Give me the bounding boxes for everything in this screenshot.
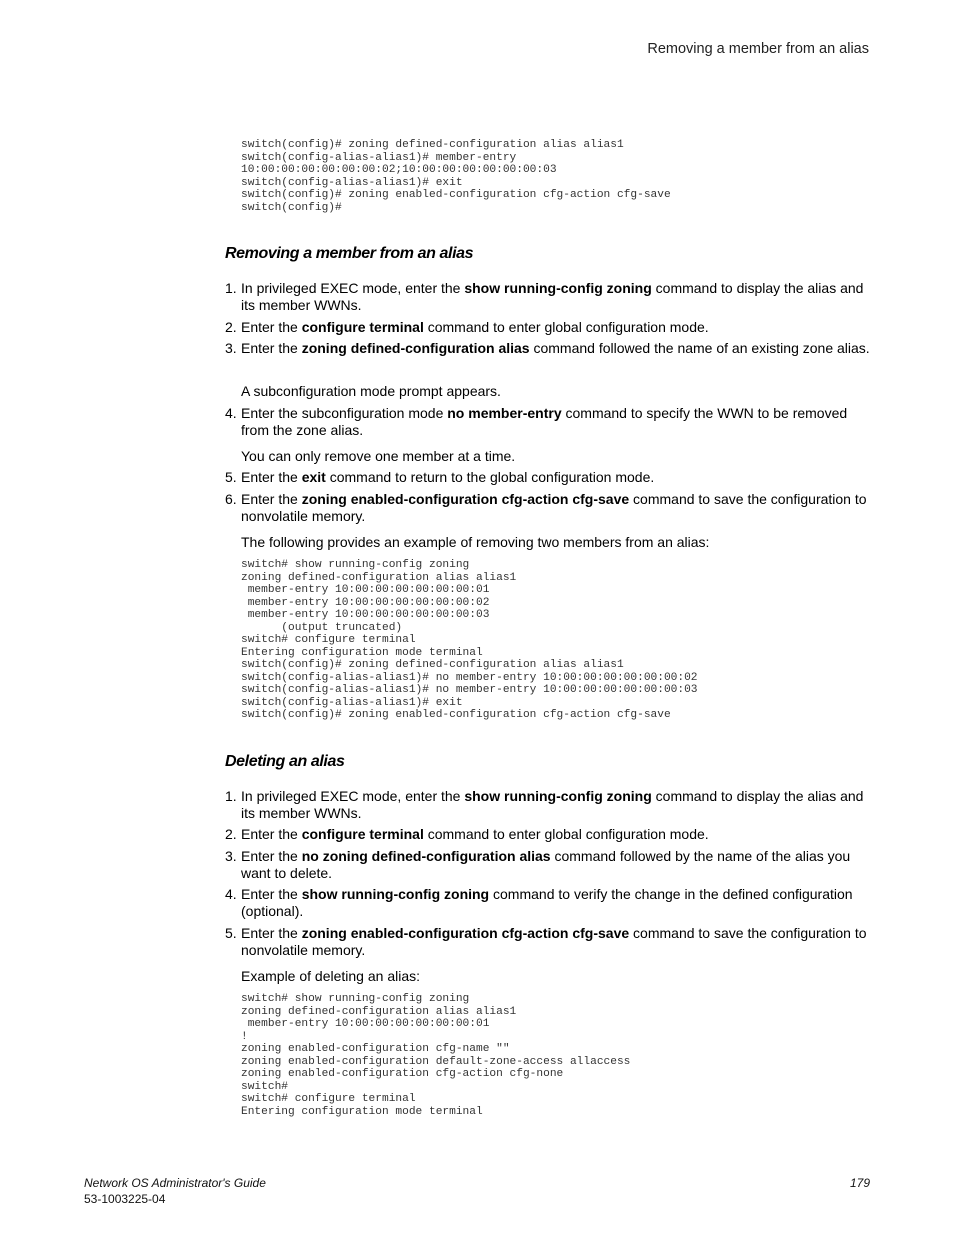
step-number: 2. (225, 319, 237, 335)
command-name: no member-entry (447, 405, 562, 421)
section-heading-delete: Deleting an alias (225, 753, 345, 770)
code-block-top: switch(config)# zoning defined-configuration alias alias1 switch(config-alias-alias1)# member-entry 10:00:00:00:00:00:00:02;10:00:00:00:00:00:00:03 switch(config-alias-alias1)# exit switch(config)# zoning enabled-configuration cfg-action cfg-save switch(config)# (241, 139, 671, 214)
command-name: zoning enabled-configuration cfg-action cfg-save (301, 925, 630, 941)
footer-page-number: 179 (849, 1176, 870, 1190)
step-number: 2. (225, 826, 237, 842)
running-header: Removing a member from an alias (647, 41, 869, 57)
step-number: 3. (225, 340, 237, 356)
step-number: 3. (225, 848, 237, 864)
step-number: 6. (225, 491, 237, 507)
command-name: exit (301, 469, 326, 485)
command-name: show running-config zoning (464, 280, 652, 296)
remove-step-3-note: A subconfiguration mode prompt appears. (241, 383, 501, 399)
step-number: 1. (225, 788, 237, 804)
step-number: 5. (225, 469, 237, 485)
footer-doc-info (84, 1175, 266, 1207)
step-number: 1. (225, 280, 237, 296)
command-name: zoning defined-configuration alias (301, 340, 530, 356)
step-number: 4. (225, 886, 237, 902)
remove-example-intro: The following provides an example of removing two members from an alias: (241, 534, 710, 550)
delete-example-intro: Example of deleting an alias: (241, 968, 420, 984)
command-name: show running-config zoning (301, 886, 490, 902)
command-name: configure terminal (301, 319, 424, 335)
command-name: configure terminal (301, 826, 424, 842)
footer-doc-number: 53-1003225-04 (84, 1192, 166, 1206)
code-block-delete-example: switch# show running-config zoning zoning defined-configuration alias alias1 member-entry 10:00:00:00:00:00:00:01 ! zoning enabled-configuration cfg-name "" zoning enabled-configuration default-zone-access allaccess zoning enabled-configuration cfg-action cfg-none switch# switch# configure terminal Entering configuration mode terminal (241, 993, 631, 1118)
remove-step-4-note: You can only remove one member at a time. (241, 448, 516, 464)
step-number: 4. (225, 405, 237, 421)
footer-doc-title: Network OS Administrator's Guide (84, 1176, 266, 1190)
command-name: no zoning defined-configuration alias (301, 848, 551, 864)
code-block-remove-example: switch# show running-config zoning zoning defined-configuration alias alias1 member-entry 10:00:00:00:00:00:00:01 member-entry 10:00:00:00:00:00:00:02 member-entry 10:00:00:00:00:00:00:03 (output truncated) switch# configure terminal Entering configuration mode terminal switch(config)# zoning defined-configuration alias alias1 switch(config-alias-alias1)# no member-entry 10:00:00:00:00:00:00:02 switch(config-alias-alias1)# no member-entry 10:00:00:00:00:00:00:03 switch(config-alias-alias1)# exit switch(config)# zoning enabled-configuration cfg-action cfg-save (241, 559, 698, 721)
command-name: show running-config zoning (464, 788, 652, 804)
section-heading-remove: Removing a member from an alias (225, 245, 474, 262)
step-number: 5. (225, 925, 237, 941)
command-name: zoning enabled-configuration cfg-action cfg-save (301, 491, 630, 507)
